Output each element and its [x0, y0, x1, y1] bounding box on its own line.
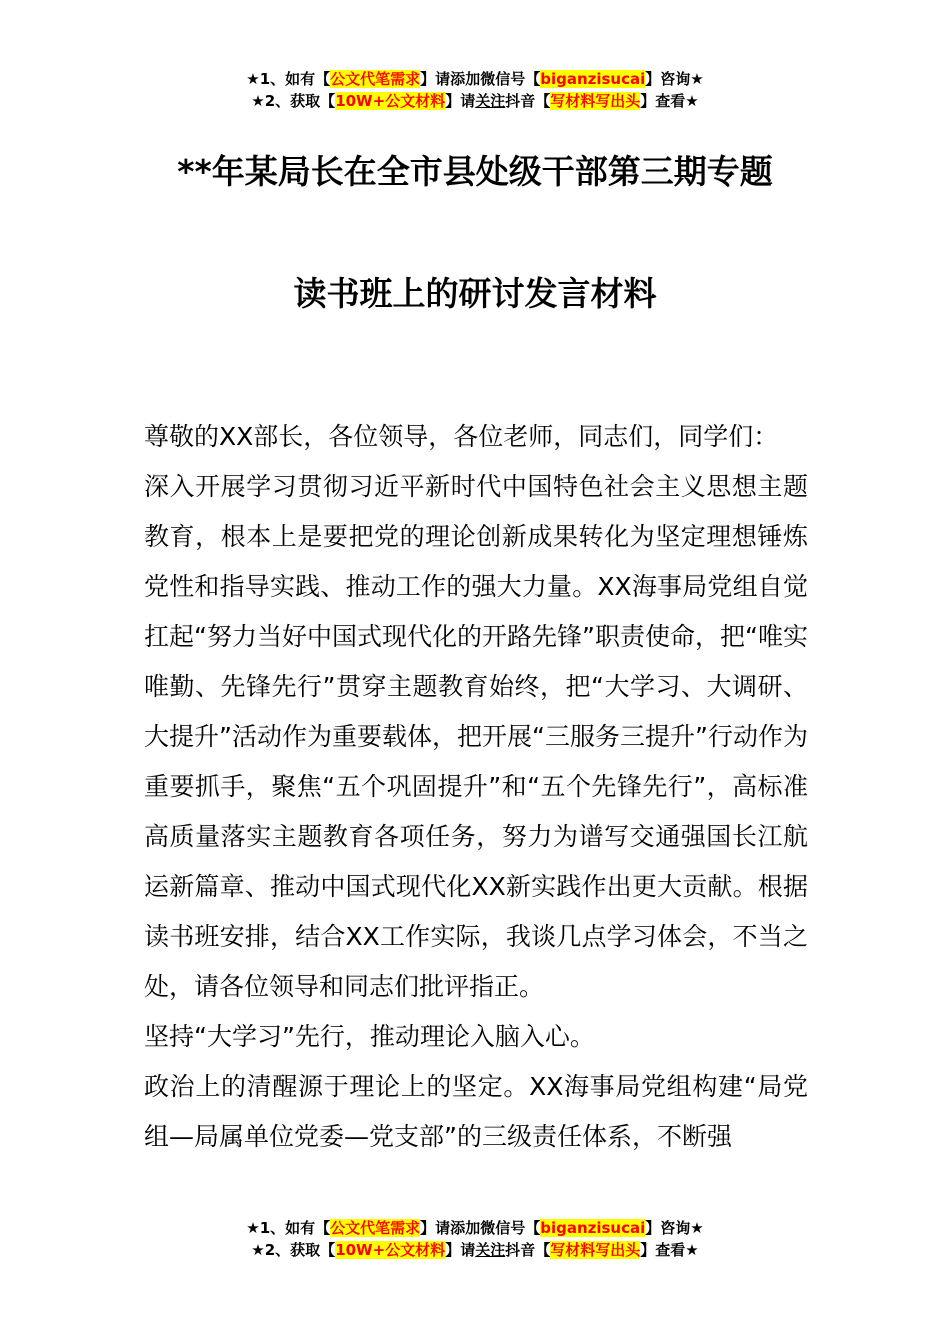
promo-text: 】查看★	[640, 1241, 699, 1259]
promo-text: ★2、获取【	[251, 1241, 336, 1259]
body-paragraph: 深入开展学习贯彻习近平新时代中国特色社会主义思想主题教育，根本上是要把党的理论创新成果转化为坚定理想锤炼党性和指导实践、推动工作的强大力量。XX海事局党组自觉扛起“努力当好中国式现代化的开路先锋”职责使命，把“唯实唯勤、先锋先行”贯穿主题教育始终，把“大学习、大调研、大提升”活动作为重要载体，把开展“三服务三提升”行动作为重要抓手，聚焦“五个巩固提升”和“五个先锋先行”，高标准高质量落实主题教育各项任务，努力为谱写交通强国长江航运新篇章、推动中国式现代化XX新实践作出更大贡献。根据读书班安排，结合XX工作实际，我谈几点学习体会，不当之处，请各位领导和同志们批评指正。	[144, 472, 808, 1001]
promo-text: 微信号【	[480, 1219, 541, 1237]
promo-text: 抖音【	[505, 1241, 551, 1259]
document-title-line-2: 读书班上的研讨发言材料	[293, 274, 657, 313]
promo-text: ★1、如有【	[246, 70, 331, 88]
promo-text: 抖音【	[505, 92, 551, 110]
promo-text: 】请添	[420, 1219, 466, 1237]
document-body	[144, 412, 808, 1162]
promo-emphasis: 加	[465, 70, 481, 88]
promo-line-1	[0, 1217, 950, 1239]
promo-text: 微信号【	[480, 70, 541, 88]
promo-text: 】咨询★	[645, 1219, 704, 1237]
promo-text: 】请	[445, 92, 476, 110]
promo-line-2	[0, 90, 950, 112]
section-heading: 坚持“大学习”先行，推动理论入脑入心。	[144, 1022, 595, 1051]
document-title-line-1: **年某局长在全市县处级干部第三期专题	[177, 152, 773, 191]
promo-text: 】请	[445, 1241, 476, 1259]
promo-text: ★2、获取【	[251, 92, 336, 110]
body-paragraph: 政治上的清醒源于理论上的坚定。XX海事局党组构建“局党组—局属单位党委—党支部”的三级责任体系，不断强	[144, 1072, 808, 1151]
promo-text: ★1、如有【	[246, 1219, 331, 1237]
promo-text: 】咨询★	[645, 70, 704, 88]
promo-highlight: 10W+公文材料	[335, 1241, 446, 1259]
promo-wechat-id: biganzisucai	[540, 70, 646, 88]
promo-highlight: 公文代笔需求	[330, 1219, 421, 1237]
promo-line-1	[0, 68, 950, 90]
promo-douyin-id: 写材料写出头	[550, 1241, 641, 1259]
promo-banner-bottom	[0, 1217, 950, 1261]
promo-text: 】请添	[420, 70, 466, 88]
promo-emphasis: 加	[465, 1219, 481, 1237]
promo-wechat-id: biganzisucai	[540, 1219, 646, 1237]
promo-text: 】查看★	[640, 92, 699, 110]
salutation-paragraph: 尊敬的XX部长，各位领导，各位老师，同志们，同学们：	[144, 422, 779, 451]
promo-emphasis: 关注	[475, 1241, 506, 1259]
promo-banner-top	[0, 68, 950, 112]
promo-highlight: 公文代笔需求	[330, 70, 421, 88]
promo-douyin-id: 写材料写出头	[550, 92, 641, 110]
promo-emphasis: 关注	[475, 92, 506, 110]
promo-highlight: 10W+公文材料	[335, 92, 446, 110]
promo-line-2	[0, 1239, 950, 1261]
